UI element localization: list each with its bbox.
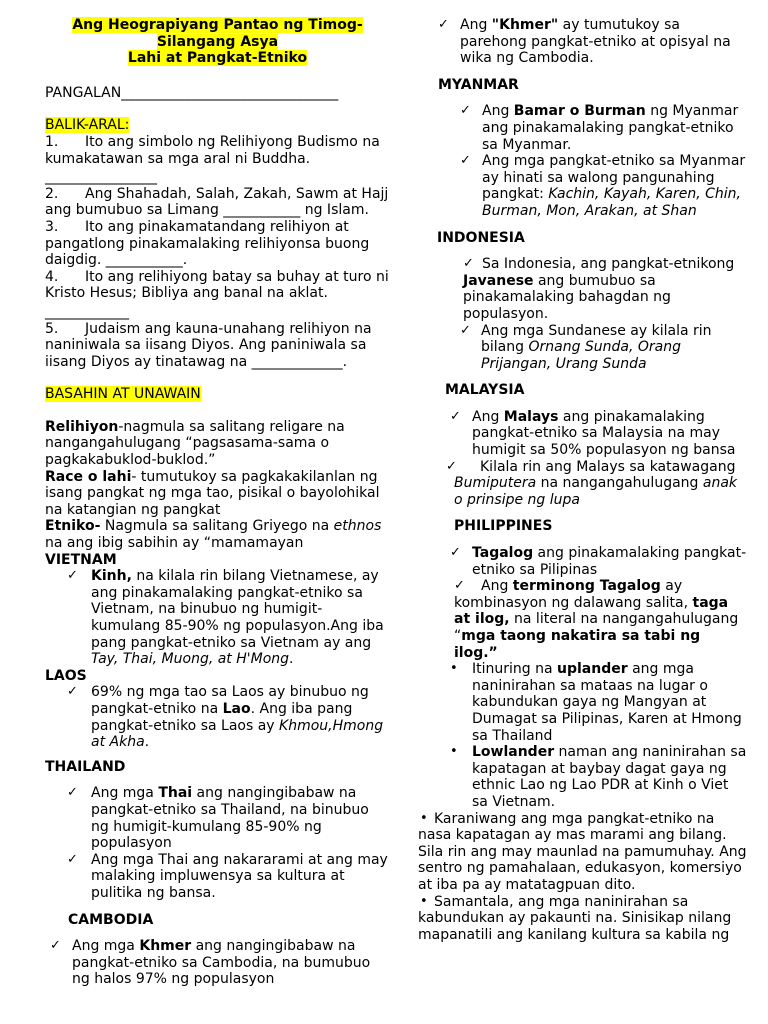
bullet-icon: • (420, 893, 428, 909)
check-icon: ✓ (450, 408, 461, 424)
pangalan-line: PANGALAN_______________________________ (45, 84, 339, 101)
philippines-item-kapatagan: • Karaniwang ang mga pangkat-etniko na nasa kapatagan ay mas marami ang bilang. Sila rin ang may maunlad na pamumuhay. Ang sentro ng pamahalaan, edukasyon, komersiyo at iba pa ay matatagpuan dito. (418, 810, 747, 893)
cambodia-item-1: ✓ Ang mga Khmer ang nangingibabaw na pangkat-etniko sa Cambodia, na bumubuo ng halos 97% ng populasyon (50, 938, 371, 988)
check-icon: ✓ (438, 17, 449, 32)
balik-aral-item-1: 1. Ito ang simbolo ng Relihiyong Budismo na kumakatawan sa mga aral ni Buddha. (45, 133, 380, 167)
race-definition: Race o lahi- tumutukoy sa pagkakakilanlan ng isang pangkat ng mga tao, pisikal o bayolohikal na katangian ng pangkat (45, 468, 380, 518)
balik-aral-item-2: 2. Ang Shahadah, Salah, Zakah, Sawm at Hajj ang bumubuo sa Limang ___________ ng Islam. (45, 185, 389, 219)
philippines-item-uplander: • Itinuring na uplander ang mga naninirahan sa mataas na lugar o kabundukan gaya ng Mangyan at Dumagat sa Pilipinas, Karen at Hmong sa Thailand (450, 661, 742, 744)
philippines-item-kabundukan: • Samantala, ang mga naninirahan sa kabundukan ay pakaunti na. Sinisikap nilang mapanatili ang kanilang kultura sa kabila ng (418, 893, 732, 943)
malaysia-item-1: ✓ Ang Malays ang pinakamalaking pangkat-etniko sa Malaysia na may humigit sa 50% populasyon ng bansa (450, 408, 736, 459)
relihiyon-definition: Relihiyon-nagmula sa salitang religare na nangangahulugang “pagsasama-sama o pagkakabuklod-buklod.” (45, 418, 345, 469)
laos-item: ✓ 69% ng mga tao sa Laos ay binubuo ng pangkat-etniko na Lao. Ang iba pang pangkat-etniko sa Laos ay Khmou,Hmong at Akha. (67, 684, 384, 751)
bullet-icon: • (450, 661, 458, 677)
thailand-item-1: ✓ Ang mga Thai ang nangingibabaw na pangkat-etniko sa Thailand, na binubuo ng humigit-kumulang 85-90% ng populasyon (67, 785, 369, 852)
myanmar-heading: MYANMAR (438, 76, 519, 93)
title-line-3: Lahi at Pangkat-Etniko (127, 50, 308, 67)
philippines-item-1: ✓ Tagalog ang pinakamalaking pangkat-etniko sa Pilipinas (450, 545, 747, 578)
title-line-1: Ang Heograpiyang Pantao ng Timog- (72, 17, 363, 33)
thailand-heading: THAILAND (45, 758, 126, 775)
myanmar-item-2: ✓ Ang mga pangkat-etniko sa Myanmar ay hinati sa walong pangunahing pangkat: Kachin, Kayah, Karen, Chin, Burman, Mon, Arakan, at Shan (460, 153, 746, 219)
cambodia-item-2: ✓ Ang "Khmer" ay tumutukoy sa parehong pangkat-etniko at opisyal na wika ng Cambodia. (438, 17, 731, 67)
myanmar-item-1: ✓ Ang Bamar o Burman ng Myanmar ang pinakamalaking pangkat-etniko sa Myanmar. (460, 103, 739, 153)
check-icon: ✓ (446, 458, 457, 474)
check-icon: ✓ (454, 578, 465, 594)
right-column (418, 0, 748, 943)
check-icon: ✓ (50, 938, 61, 954)
bullet-icon: • (450, 744, 458, 760)
check-icon: ✓ (67, 785, 78, 801)
check-icon: ✓ (67, 851, 78, 867)
bullet-icon: • (420, 810, 428, 826)
indonesia-heading: INDONESIA (437, 229, 525, 246)
indonesia-item-1: ✓ Sa Indonesia, ang pangkat-etnikong Javanese ang bumubuo sa pinakamalaking bahagdan ng populasyon. (463, 256, 735, 322)
balik-aral-item-3: 3. Ito ang pinakamatandang relihiyon at pangatlong pinakamalaking relihiyonsa buong daigdig. ___________. (45, 218, 370, 269)
laos-heading: LAOS (45, 667, 87, 684)
philippines-item-lowlander: • Lowlander naman ang naninirahan sa kapatagan at baybay dagat gaya ng ethnic Lao ng Lao PDR at Kinh o Viet sa Vietnam. (450, 744, 747, 810)
check-icon: ✓ (67, 568, 78, 584)
indonesia-item-2: ✓ Ang mga Sundanese ay kilala rin bilang Ornang Sunda, Orang Prijangan, Urang Sunda (460, 322, 712, 372)
thailand-item-2: ✓ Ang mga Thai ang nakararami at ang may malaking impluwensya sa kultura at pulitika ng bansa. (67, 851, 388, 901)
page-title (45, 17, 390, 67)
title-line-2: Silangang Asya (156, 33, 279, 50)
cambodia-heading: CAMBODIA (68, 911, 154, 928)
malaysia-heading: MALAYSIA (445, 382, 525, 399)
check-icon: ✓ (460, 153, 471, 169)
check-icon: ✓ (67, 684, 78, 700)
balik-aral-item-4: 4. Ito ang relihiyong batay sa buhay at turo ni Kristo Hesus; Bibliya ang banal na aklat. (45, 268, 389, 302)
philippines-heading: PHILIPPINES (454, 518, 553, 535)
malaysia-item-2: ✓ Kilala rin ang Malays sa katawagang Bumiputera na nangangahulugang anak o prinsipe ng lupa (446, 458, 738, 508)
balik-aral-item-5: 5. Judaism ang kauna-unahang relihiyon na naniniwala sa iisang Diyos. Ang paniniwala sa iisang Diyos ay tinatawag na _____________. (45, 320, 372, 370)
check-icon: ✓ (463, 256, 474, 272)
philippines-item-2: ✓ Ang terminong Tagalog ay kombinasyon ng dalawang salita, taga at ilog, na literal na nangangahulugang “mga taong nakatira sa tabi ng ilog.” (454, 578, 739, 661)
balik-aral-heading: BALIK-ARAL: (45, 117, 130, 134)
check-icon: ✓ (460, 103, 471, 119)
vietnam-item: ✓ Kinh, na kilala rin bilang Vietnamese, ay ang pinakamalaking pangkat-etniko sa Vietnam, na binubuo ng humigit-kumulang 85-90% ng populasyon.Ang iba pang pangkat-etniko sa Vietnam ay ang Tay, Thai, Muong, at H'Mong. (67, 568, 384, 668)
check-icon: ✓ (450, 545, 461, 561)
balik-aral-blank-4: ____________ (45, 303, 129, 320)
vietnam-heading: VIETNAM (45, 551, 117, 568)
etniko-definition: Etniko- Nagmula sa salitang Griyego na ethnos na ang ibig sabihin ay “mamamayan (45, 518, 382, 552)
check-icon: ✓ (460, 322, 471, 338)
balik-aral-blank-1: ________________ (45, 169, 157, 186)
left-column (45, 0, 390, 988)
basahin-heading: BASAHIN AT UNAWAIN (45, 386, 201, 403)
